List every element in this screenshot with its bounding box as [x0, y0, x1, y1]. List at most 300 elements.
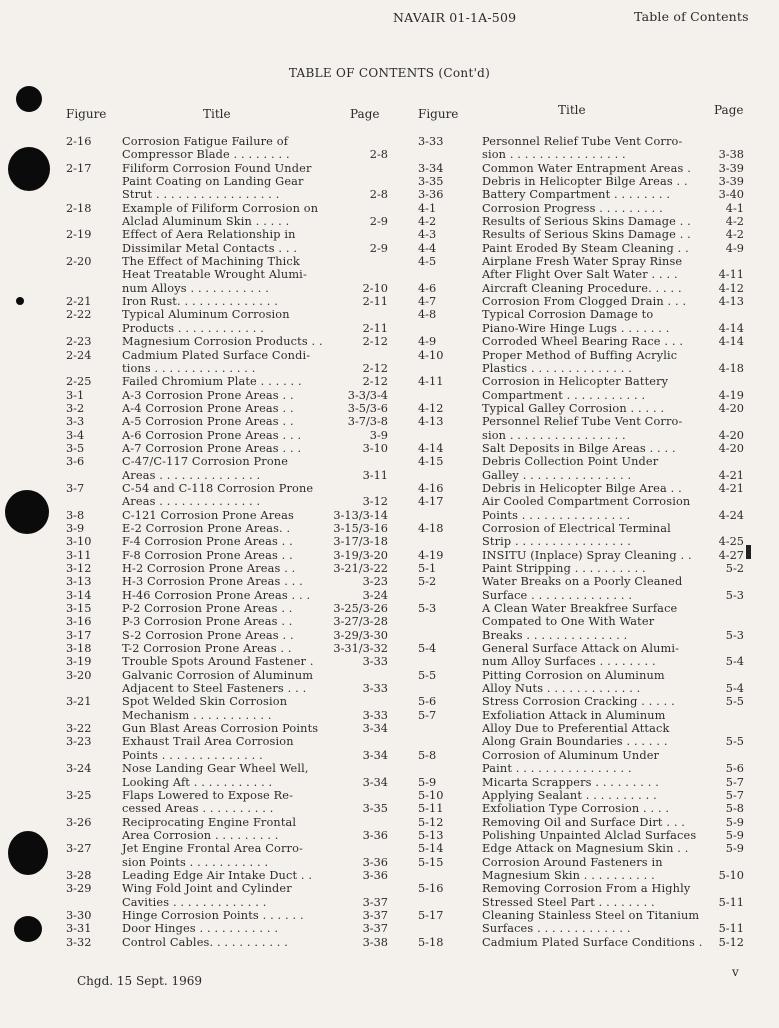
figure-title: Corrosion Around Fasteners in Magnesium Skin . . . . . . . . . . [482, 855, 663, 882]
page-reference: 3-37 [362, 922, 388, 936]
figure-number: 3-5 [66, 441, 85, 455]
figure-number: 5-8 [418, 748, 437, 762]
page-reference: 3-9 [369, 428, 388, 442]
figure-title: F-4 Corrosion Prone Areas . . [122, 535, 293, 549]
page-reference: 2-12 [362, 361, 388, 375]
figure-number: 3-13 [66, 575, 92, 589]
figure-title: S-2 Corrosion Prone Areas . . [122, 628, 294, 642]
page-reference: 2-12 [362, 375, 388, 389]
toc-entry [418, 842, 744, 855]
page-reference: 3-19/3-20 [333, 548, 388, 562]
page-reference: 5-4 [725, 655, 744, 669]
figure-number: 3-9 [66, 521, 85, 535]
page-reference: 3-21/3-22 [333, 562, 388, 575]
toc-entry [66, 816, 388, 843]
figure-title: P-3 Corrosion Prone Areas . . [122, 615, 293, 629]
figure-title: H-3 Corrosion Prone Areas . . . [122, 575, 303, 589]
figure-number: 4-12 [418, 401, 444, 415]
figure-title: Cadmium Plated Surface Condi- tions . . . . . . . . . . . . . . [122, 348, 311, 375]
figure-title: T-2 Corrosion Prone Areas . . [122, 642, 292, 656]
figure-title: H-46 Corrosion Prone Areas . . . [122, 588, 311, 602]
figure-title: Micarta Scrappers . . . . . . . . . [482, 775, 659, 789]
toc-entry [418, 228, 744, 241]
figure-title: H-2 Corrosion Prone Areas . . [122, 562, 296, 575]
figure-title: Salt Deposits in Bilge Areas . . . . [482, 441, 676, 455]
page-reference: 3-7/3-8 [347, 415, 388, 429]
figure-number: 3-4 [66, 428, 85, 442]
figure-number: 4-14 [418, 441, 444, 455]
figure-title: Exhaust Trail Area Corrosion Points . . . . . . . . . . . . . . [122, 735, 294, 762]
figure-title: Corrosion Fatigue Failure of Compressor Blade . . . . . . . . [122, 135, 290, 162]
page-reference: 5-9 [725, 842, 744, 856]
document-number: NAVAIR 01-1A-509 [393, 10, 517, 25]
figure-number: 5-3 [418, 602, 437, 616]
toc-entry [66, 402, 388, 415]
figure-number: 5-14 [418, 842, 444, 856]
figure-number: 3-8 [66, 508, 85, 522]
page-reference: 3-5/3-6 [347, 401, 388, 415]
toc-entry [66, 455, 388, 482]
page-reference: 5-6 [725, 762, 744, 776]
figure-title: A-6 Corrosion Prone Areas . . . [122, 428, 302, 442]
figure-number: 2-16 [66, 135, 92, 148]
page-reference: 4-24 [718, 508, 744, 522]
figure-number: 3-19 [66, 655, 92, 669]
figure-title: Corrosion Progress . . . . . . . . . [482, 201, 663, 215]
figure-number: 5-10 [418, 788, 444, 802]
page-reference: 4-20 [718, 428, 744, 442]
page-reference: 3-27/3-28 [333, 615, 388, 629]
column-headers [418, 104, 744, 135]
figure-number: 2-24 [66, 348, 92, 362]
figure-number: 4-3 [418, 228, 437, 242]
toc-entry [66, 509, 388, 522]
figure-title: Flaps Lowered to Expose Re- cessed Areas . . . . . . . . . . [122, 788, 294, 816]
figure-number: 3-20 [66, 668, 92, 682]
page-reference: 4-14 [718, 321, 744, 335]
figure-number: 5-6 [418, 695, 437, 709]
figure-number: 2-22 [66, 308, 92, 322]
figure-title: Gun Blast Areas Corrosion Points [122, 722, 319, 736]
figure-title: Spot Welded Skin Corrosion Mechanism . . . . . . . . . . . [122, 695, 288, 722]
page-reference: 4-2 [725, 228, 744, 242]
toc-entry [66, 922, 388, 935]
toc-entry [418, 909, 744, 936]
figure-title: Filiform Corrosion Found Under Paint Coating on Landing Gear Strut . . . . . . . . . . . . . . . . . [122, 161, 312, 202]
figure-number: 5-11 [418, 802, 444, 816]
figure-number: 3-6 [66, 455, 85, 469]
toc-entry [66, 389, 388, 402]
toc-entry [418, 308, 744, 335]
page-reference: 5-11 [718, 895, 744, 909]
figure-number: 5-12 [418, 815, 444, 829]
figure-number: 4-13 [418, 415, 444, 429]
toc-entry [418, 349, 744, 376]
toc-entry [66, 735, 388, 762]
figure-title: Nose Landing Gear Wheel Well, Looking Aft . . . . . . . . . . . [122, 762, 309, 789]
figure-title: Water Breaks on a Poorly Cleaned Surface . . . . . . . . . . . . . . [482, 575, 683, 602]
toc-entry [66, 869, 388, 882]
page-reference: 3-13/3-14 [333, 508, 388, 522]
toc-entry [418, 415, 744, 442]
figure-number: 3-7 [66, 481, 85, 495]
figure-title: Personnel Relief Tube Vent Corro- sion . . . . . . . . . . . . . . . . [482, 135, 683, 162]
toc-entry [418, 162, 744, 175]
figure-title: Trouble Spots Around Fastener . [122, 655, 314, 669]
toc-entry [66, 882, 388, 909]
page-reference: 3-39 [718, 161, 744, 175]
figure-title: INSITU (Inplace) Spray Cleaning . . [482, 548, 692, 562]
figure-title: Proper Method of Buffing Acrylic Plastics . . . . . . . . . . . . . . [482, 348, 678, 375]
page-reference: 4-12 [718, 281, 744, 295]
figure-number: 5-16 [418, 882, 444, 896]
toc-entry [418, 188, 744, 201]
figure-number: 3-12 [66, 562, 92, 575]
right-column [418, 104, 744, 949]
figure-title: Typical Corrosion Damage to Piano-Wire Hinge Lugs . . . . . . . [482, 308, 670, 335]
page-reference: 3-36 [362, 868, 388, 882]
page-reference: 3-35 [362, 802, 388, 816]
figure-title: P-2 Corrosion Prone Areas . . [122, 602, 293, 616]
toc-entry [66, 842, 388, 869]
toc-entry [66, 589, 388, 602]
toc-entry [418, 255, 744, 282]
toc-entry [418, 816, 744, 829]
figure-number: 3-3 [66, 415, 85, 429]
figure-title: Cadmium Plated Surface Conditions . [482, 935, 703, 949]
page-reference: 5-12 [718, 935, 744, 949]
page-reference: 4-27 [718, 548, 744, 562]
toc-entry [66, 615, 388, 628]
toc-entries-left [66, 135, 388, 949]
toc-entry [66, 535, 388, 548]
page-reference: 4-20 [718, 401, 744, 415]
figure-title: Corrosion From Clogged Drain . . . [482, 295, 687, 309]
figure-number: 2-19 [66, 228, 92, 242]
toc-entry [418, 375, 744, 402]
page-reference: 4-20 [718, 441, 744, 455]
page-reference: 3-34 [362, 748, 388, 762]
figure-title: Leading Edge Air Intake Duct . . [122, 868, 313, 882]
figure-number: 3-2 [66, 401, 85, 415]
page-reference: 4-18 [718, 361, 744, 375]
page-reference: 3-3/3-4 [347, 388, 388, 402]
toc-entry [418, 202, 744, 215]
figure-number: 4-4 [418, 241, 437, 255]
binder-hole [5, 490, 49, 534]
figure-number: 5-15 [418, 855, 444, 869]
figure-number: 4-11 [418, 375, 444, 389]
page-reference: 3-36 [362, 855, 388, 869]
figure-title: Personnel Relief Tube Vent Corro- sion . . . . . . . . . . . . . . . . [482, 415, 683, 442]
figure-title: A-5 Corrosion Prone Areas . . [122, 415, 294, 429]
figure-title: Stress Corrosion Cracking . . . . . [482, 695, 675, 709]
figure-number: 2-25 [66, 375, 92, 389]
figure-header: Figure [66, 107, 107, 121]
page-reference: 4-21 [718, 468, 744, 482]
figure-number: 3-27 [66, 842, 92, 856]
page-reference: 4-19 [718, 388, 744, 402]
page-reference: 5-11 [718, 922, 744, 936]
page-reference: 3-33 [362, 682, 388, 696]
toc-entry [66, 429, 388, 442]
page-reference: 3-34 [362, 722, 388, 736]
page-reference: 5-4 [725, 682, 744, 696]
figure-title: Paint Stripping . . . . . . . . . . [482, 562, 646, 575]
binder-hole [16, 297, 24, 305]
figure-number: 3-25 [66, 788, 92, 802]
page-reference: 5-9 [725, 828, 744, 842]
page-reference: 4-1 [725, 201, 744, 215]
figure-title: Typical Aluminum Corrosion Products . . . . . . . . . . . . [122, 308, 290, 335]
toc-entry [418, 642, 744, 669]
toc-entry [66, 482, 388, 509]
page-header: Page [714, 103, 744, 117]
page-reference: 4-14 [718, 335, 744, 349]
figure-number: 5-7 [418, 708, 437, 722]
toc-entry [418, 522, 744, 549]
page-reference: 3-33 [362, 708, 388, 722]
page-reference: 5-3 [725, 628, 744, 642]
figure-title: C-121 Corrosion Prone Areas [122, 508, 294, 522]
figure-title: Paint Eroded By Steam Cleaning . . [482, 241, 689, 255]
figure-number: 3-34 [418, 161, 444, 175]
figure-title: F-8 Corrosion Prone Areas . . [122, 548, 293, 562]
figure-number: 3-33 [418, 135, 444, 148]
figure-number: 3-26 [66, 815, 92, 829]
page-reference: 3-23 [362, 575, 388, 589]
toc-entry [66, 642, 388, 655]
toc-entry [66, 375, 388, 388]
toc-entry [66, 255, 388, 295]
page-reference: 5-9 [725, 815, 744, 829]
figure-title: Cleaning Stainless Steel on Titanium Surfaces . . . . . . . . . . . . . [482, 908, 700, 936]
page-reference: 4-21 [718, 481, 744, 495]
toc-entry [418, 215, 744, 228]
page-reference: 5-7 [725, 788, 744, 802]
figure-title: The Effect of Machining Thick Heat Treatable Wrought Alumi- num Alloys . . . . . . . . . . . [122, 255, 307, 295]
toc-entry [418, 175, 744, 188]
page-number: v [732, 965, 739, 979]
toc-entry [418, 282, 744, 295]
toc-entry [66, 228, 388, 255]
toc-entry [418, 749, 744, 776]
figure-number: 5-18 [418, 935, 444, 949]
toc-entry [418, 242, 744, 255]
page-reference: 3-33 [362, 655, 388, 669]
figure-number: 3-29 [66, 882, 92, 896]
figure-number: 5-2 [418, 575, 437, 589]
figure-number: 5-9 [418, 775, 437, 789]
figure-title: Typical Galley Corrosion . . . . . [482, 401, 665, 415]
page-reference: 3-38 [362, 935, 388, 949]
toc-entry [66, 308, 388, 335]
binder-hole [14, 916, 42, 942]
toc-entry [418, 829, 744, 842]
figure-number: 4-2 [418, 215, 437, 229]
figure-title: Aircraft Cleaning Procedure. . . . . [482, 281, 682, 295]
figure-number: 5-13 [418, 828, 444, 842]
figure-number: 4-10 [418, 348, 444, 362]
figure-title: Debris Collection Point Under Galley . . . . . . . . . . . . . . . [482, 455, 659, 482]
toc-entry [66, 789, 388, 816]
page-reference: 5-5 [725, 695, 744, 709]
figure-number: 4-5 [418, 255, 437, 269]
figure-number: 3-32 [66, 935, 92, 949]
figure-number: 3-35 [418, 175, 444, 189]
column-headers [66, 104, 388, 135]
page-reference: 5-7 [725, 775, 744, 789]
page-title: TABLE OF CONTENTS (Cont'd) [288, 66, 491, 80]
figure-number: 5-4 [418, 642, 437, 656]
figure-title: C-47/C-117 Corrosion Prone Areas . . . . . . . . . . . . . . [122, 455, 289, 482]
page-reference: 2-8 [369, 148, 388, 162]
figure-title: Removing Corrosion From a Highly Stressed Steel Part . . . . . . . . [482, 882, 691, 909]
toc-entry [66, 655, 388, 668]
figure-title: Exfoliation Type Corrosion . . . . [482, 802, 670, 816]
figure-number: 4-16 [418, 481, 444, 495]
toc-entry [418, 776, 744, 789]
figure-number: 2-18 [66, 201, 92, 215]
figure-title: Airplane Fresh Water Spray Rinse After Flight Over Salt Water . . . . [482, 255, 683, 282]
figure-title: Hinge Corrosion Points . . . . . . [122, 908, 304, 922]
toc-entry [66, 562, 388, 575]
toc-entry [418, 135, 744, 162]
page-reference: 3-17/3-18 [333, 535, 388, 549]
figure-title: A-7 Corrosion Prone Areas . . . [122, 441, 302, 455]
figure-header: Figure [418, 107, 459, 121]
figure-number: 3-16 [66, 615, 92, 629]
figure-number: 5-5 [418, 668, 437, 682]
toc-entry [418, 856, 744, 883]
figure-number: 3-22 [66, 722, 92, 736]
toc-entry [66, 602, 388, 615]
page-reference: 3-12 [362, 495, 388, 509]
toc-entry [66, 335, 388, 348]
figure-number: 3-10 [66, 535, 92, 549]
figure-title: Battery Compartment . . . . . . . . [482, 188, 671, 202]
figure-number: 4-19 [418, 548, 444, 562]
figure-number: 3-24 [66, 762, 92, 776]
figure-number: 2-20 [66, 255, 92, 269]
figure-number: 2-21 [66, 295, 92, 309]
page-reference: 2-11 [362, 321, 388, 335]
figure-number: 4-6 [418, 281, 437, 295]
figure-title: Corrosion of Aluminum Under Paint . . . . . . . . . . . . . . . . [482, 748, 660, 776]
toc-entry [418, 562, 744, 575]
toc-entry [66, 135, 388, 162]
figure-number: 3-14 [66, 588, 92, 602]
toc-entry [418, 602, 744, 642]
figure-title: Magnesium Corrosion Products . . [122, 335, 323, 349]
figure-title: Door Hinges . . . . . . . . . . . [122, 922, 279, 936]
figure-title: Removing Oil and Surface Dirt . . . [482, 815, 686, 829]
page-reference: 2-11 [362, 295, 388, 309]
figure-number: 3-11 [66, 548, 92, 562]
page-reference: 3-40 [718, 188, 744, 202]
figure-title: A-4 Corrosion Prone Areas . . [122, 401, 294, 415]
toc-entry [418, 482, 744, 495]
toc-entry [418, 709, 744, 749]
toc-entry [418, 936, 744, 949]
toc-entry [66, 909, 388, 922]
toc-entry [418, 455, 744, 482]
toc-entry [66, 295, 388, 308]
page-reference: 4-2 [725, 215, 744, 229]
figure-title: Effect of Aera Relationship in Dissimilar Metal Contacts . . . [122, 228, 298, 255]
toc-entry [418, 335, 744, 348]
page-reference: 2-12 [362, 335, 388, 349]
figure-title: Jet Engine Frontal Area Corro- sion Points . . . . . . . . . . . [122, 842, 303, 869]
toc-entry [66, 762, 388, 789]
figure-title: Debris in Helicopter Bilge Area . . [482, 481, 682, 495]
figure-title: Corroded Wheel Bearing Race . . . [482, 335, 684, 349]
toc-entry [418, 295, 744, 308]
toc-entry [66, 349, 388, 376]
figure-title: Example of Filiform Corrosion on Alclad Aluminum Skin . . . . . [122, 201, 319, 229]
page-reference: 2-9 [369, 215, 388, 229]
figure-title: Corrosion in Helicopter Battery Compartment . . . . . . . . . . . [482, 375, 669, 402]
page-reference: 3-10 [362, 441, 388, 455]
figure-title: Galvanic Corrosion of Aluminum Adjacent to Steel Fasteners . . . [122, 668, 314, 696]
page-reference: 4-25 [718, 535, 744, 549]
toc-entry [66, 722, 388, 735]
page-reference: 5-3 [725, 588, 744, 602]
figure-title: Results of Serious Skins Damage . . [482, 228, 691, 242]
figure-number: 4-7 [418, 295, 437, 309]
figure-title: Wing Fold Joint and Cylinder Cavities . . . . . . . . . . . . . [122, 882, 292, 909]
figure-number: 4-18 [418, 521, 444, 535]
toc-entry [418, 695, 744, 708]
page-reference: 3-34 [362, 775, 388, 789]
page-reference: 3-29/3-30 [333, 628, 388, 642]
page-reference: 3-38 [718, 148, 744, 162]
figure-title: E-2 Corrosion Prone Areas. . [122, 521, 291, 535]
page-reference: 5-2 [725, 562, 744, 575]
figure-number: 3-23 [66, 735, 92, 749]
page-reference: 2-8 [369, 188, 388, 202]
change-bar [746, 545, 751, 559]
section-label: Table of Contents [634, 9, 749, 24]
left-column [66, 104, 388, 949]
figure-title: Polishing Unpainted Alclad Surfaces [482, 828, 697, 842]
figure-number: 2-17 [66, 161, 92, 175]
title-header: Title [203, 107, 231, 121]
figure-number: 3-36 [418, 188, 444, 202]
figure-title: Iron Rust. . . . . . . . . . . . . . [122, 295, 279, 309]
figure-number: 3-18 [66, 642, 92, 656]
page-reference: 2-10 [362, 281, 388, 295]
page-reference: 3-37 [362, 895, 388, 909]
figure-title: Pitting Corrosion on Aluminum Alloy Nuts . . . . . . . . . . . . . [482, 668, 665, 696]
toc-entry [418, 442, 744, 455]
figure-number: 4-17 [418, 495, 444, 509]
toc-entry [418, 789, 744, 802]
figure-title: General Surface Attack on Alumi- num Alloy Surfaces . . . . . . . . [482, 642, 680, 669]
figure-title: Debris in Helicopter Bilge Areas . . [482, 175, 688, 189]
change-date: Chgd. 15 Sept. 1969 [77, 974, 202, 988]
figure-number: 5-1 [418, 562, 437, 575]
figure-title: Common Water Entrapment Areas . [482, 161, 691, 175]
toc-entry [66, 695, 388, 722]
page-reference: 3-39 [718, 175, 744, 189]
toc-entry [66, 669, 388, 696]
figure-title: A Clean Water Breakfree Surface Compated to One With Water Breaks . . . . . . . . . . . . . . [482, 602, 678, 642]
page-reference: 4-11 [718, 268, 744, 282]
figure-number: 3-17 [66, 628, 92, 642]
figure-title: Results of Serious Skins Damage . . [482, 215, 691, 229]
figure-title: Control Cables. . . . . . . . . . . [122, 935, 289, 949]
